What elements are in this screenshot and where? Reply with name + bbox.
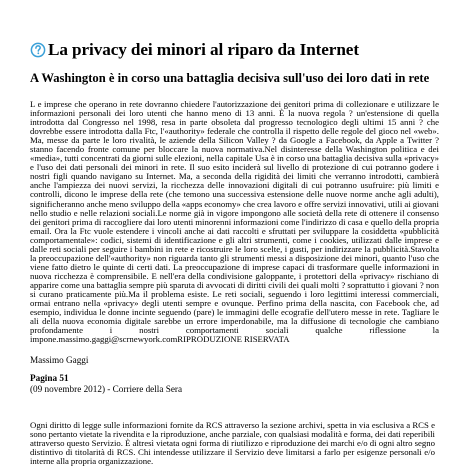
article-author: Massimo Gaggi xyxy=(30,355,89,366)
article-body: L e imprese che operano in rete dovranno chiedere l'autorizzazione dei genitori prima di collezionare e utilizzare le informazioni personali dei loro utenti che hanno meno di 13 anni. È la nuova regola ? un'estensione di quella introdotta dal Congresso nel 1998, resa in parte obsoleta dal progresso tecnologico degli ultimi 15 anni ? che dovrebbe essere introdotta dalla Ftc, l'«authority» federale che controlla il rispetto delle regole del gioco nel «web». Ma, messe da parte le loro rivalità, le aziende della Silicon Valley ? da Google a Facebook, da Apple a Twitter ? stanno facendo fronte comune per bloccare la nuova normativa.Nel disinteresse della Washington politica e dei «media», tutti concentrati da giorni sulle elezioni, nella capitale Usa è in corso una battaglia decisiva sulla «privacy» e l'uso dei dati personali dei minori in rete. Il suo esito inciderà sul livello di protezione di cui potranno godere i nostri figli quando navigano su Internet. Ma, a seconda della rigidità dei limiti che verranno introdotti, cambierà anche l'ampiezza dei nuovi servizi, la ricchezza delle innovazioni digitali di cui potranno usufruire: più limiti e controlli, dicono le imprese della rete (che temono una successiva estensione delle nuove norme anche agli adulti), significheranno anche meno sviluppo della «apps economy» che crea lavoro e offre servizi innovativi, utili ai giovani nello studio e nelle relazioni sociali.Le norme già in vigore impongono alle società della rete di ottenere il consenso dei genitori prima di raccogliere dai loro utenti minorenni informazioni come l'indirizzo di casa e quello della propria email. Ora la Ftc vuole estendere i vincoli anche ai dati raccolti e sfruttati per sviluppare la cosiddetta «pubblicità comportamentale»: codici, sistemi di identificazione e gli altri strumenti, come i cookies, utilizzati dalle imprese e dalle reti sociali per seguire i bambini in rete e ricostruire le loro scelte, i gusti, per indirizzare la pubblicità.Stavolta la preoccupazione dell'«authority» non riguarda tanto gli strumenti messi a disposizione dei minori, quanto l'uso che viene fatto dietro le quinte di certi dati. La preoccupazione di imprese capaci di trasformare quelle informazioni in nuova ricchezza è comprensibile. E nell'era della condivisione galoppante, i protettori della «privacy» rischiano di apparire come una battaglia sempre più sparuta di avvocati di diritti civili dei quali molti ? soprattutto i giovani ? non si curano praticamente più.Ma il problema esiste. Le reti sociali, seguendo i loro legittimi interessi commerciali, ormai entrano nella «privacy» degli utenti sempre e ovunque. Perfino prima della nascita, con Facebook che, ad esempio, individua le donne incinte seguendo (pare) le immagini delle ecografie dell'utero messe in rete. Tagliare le ali della nuova economia digitale sarebbe un errore imperdonabile, ma la diffusione di tecnologie che cambiano profondamente i nostri comportamenti sociali qualche riflessione la impone.massimo.gaggi@scrnewyork.comRIPRODUZIONE RISERVATA xyxy=(30,99,439,345)
page-number: Pagina 51 xyxy=(30,373,69,384)
legal-notice: Ogni diritto di legge sulle informazioni fornite da RCS attraverso la sezione archivi, spetta in via esclusiva a RCS e sono pertanto vietate la rivendita e la riproduzione, anche parziale, con qualsiasi modalità e forma, dei dati reperibili attraverso questo Servizio. È altresì vietata ogni forma di riutilizzo e riproduzione dei marchi e/o di ogni altro segno distintivo di titolarità di RCS. Chi intendesse utilizzare il Servizio deve limitarsi a farlo per esigenze personali e/o interne alla propria organizzazione. xyxy=(30,420,435,467)
title-row xyxy=(30,40,453,60)
article-subtitle: A Washington è in corso una battaglia decisiva sull'uso dei loro dati in rete xyxy=(30,71,430,85)
article-title: La privacy dei minori al riparo da Internet xyxy=(48,40,359,59)
help-circle-icon xyxy=(30,42,46,58)
date-source: (09 novembre 2012) - Corriere della Sera xyxy=(30,384,183,395)
